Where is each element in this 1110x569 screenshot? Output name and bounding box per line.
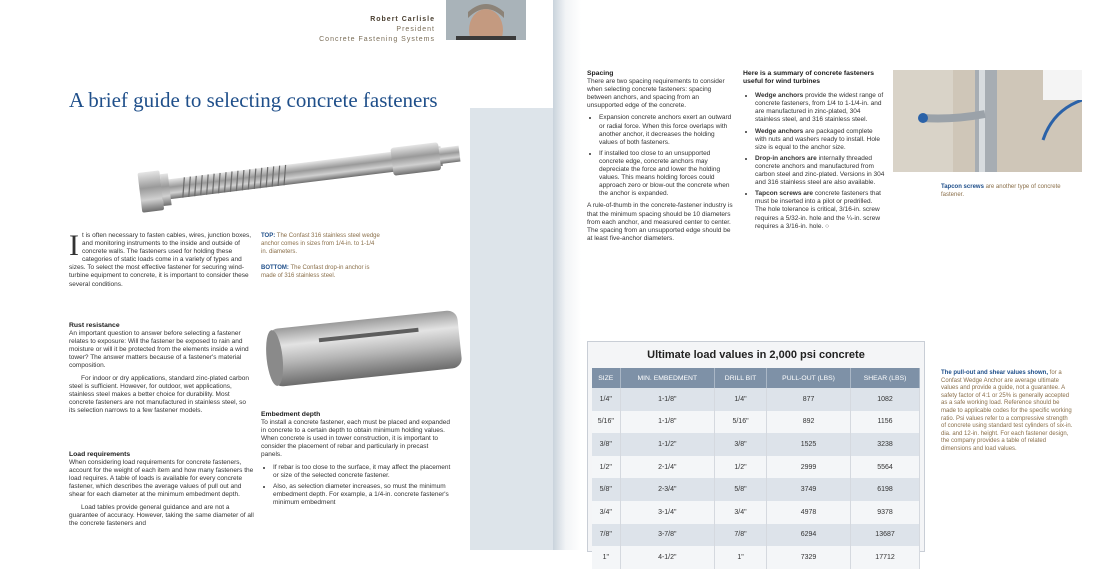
drop-cap: I <box>69 229 79 262</box>
table-caption <box>941 370 1073 454</box>
intro-text: t is often necessary to fasten cables, wires, junction boxes, and monitoring instruments to the inside and outside of concrete walls. The fasteners used for holding these categories of static loads come in a variety of types and sizes. To select the most effective fastener for securing wind-turbine equipment to concrete, it is important to consider these several conditions. <box>69 232 252 288</box>
list-item: • Tapcon screws are concrete fasteners that must be inserted into a pilot or predrilled. The hole tolerance is critical, 3/16-in. screw requires a 5/32-in. hole and the ¼-in. screw requires a 3/16-in. hole. ○ <box>755 190 885 230</box>
embedment-section <box>261 411 451 511</box>
rust-heading: Rust resistance <box>69 322 120 329</box>
load-paragraph-1: When considering load requirements for concrete fasteners, account for the weight of each item and how many fasteners the load requires. A table of loads is available for every concrete fastener, which describes the average values of pull out and shear for each diameter at the minimum embedment depth. <box>69 459 254 499</box>
photo-caption <box>941 184 1061 199</box>
table-header: PULL-OUT (LBS) <box>767 368 851 388</box>
table-row: 1/2" 2-1/4" 1/2" 2999 5564 <box>592 456 920 479</box>
table-header: DRILL BIT <box>715 368 767 388</box>
spacing-heading: Spacing <box>587 70 614 77</box>
list-item: • Expansion concrete anchors exert an outward or radial force. When this force overlaps with another anchor, it decreases the holding values of both fasteners. <box>599 114 735 146</box>
author-role: President <box>396 26 435 33</box>
table-row: 5/16" 1-1/8" 5/16" 892 1156 <box>592 411 920 434</box>
table-header-row <box>592 368 920 388</box>
intro-paragraph <box>69 229 254 289</box>
rust-section <box>69 322 254 419</box>
load-heading: Load requirements <box>69 451 131 458</box>
author-name: Robert Carlisle <box>370 16 435 23</box>
wedge-anchor-image <box>125 130 495 220</box>
table-row: 1/4" 1-1/8" 1/4" 877 1082 <box>592 388 920 411</box>
list-item: • Wedge anchors provide the widest range of concrete fasteners, from 1/4 to 1-1/4-in. and are manufactured in zinc-plated, 304 stainless steel, and 316 stainless steel. <box>755 92 885 124</box>
list-item: • Wedge anchors are packaged complete with nuts and washers ready to install. Hole size is equal to the anchor size. <box>755 128 885 152</box>
photo-caption-text: are another type of concrete fastener. <box>941 184 1061 198</box>
spacing-bullets <box>587 114 735 198</box>
table-row: 3/8" 1-1/2" 3/8" 1525 3238 <box>592 433 920 456</box>
rust-paragraph-2: For indoor or dry applications, standard zinc-plated carbon steel is sufficient. However, for outdoor, wet applications, stainless steel makes a better choice for durability. Most concrete fasteners are not manufactured in stainless steel, so its selection narrows to a few fastener models. <box>69 374 250 414</box>
article-title: A brief guide to selecting concrete fasteners <box>69 88 438 112</box>
list-item: • Also, as selection diameter increases, so must the minimum embedment depth. For example, a 1/4-in. concrete fastener's minimum embedment <box>273 483 451 507</box>
embedment-heading: Embedment depth <box>261 411 321 418</box>
rust-paragraph-1: An important question to answer before selecting a fastener relates to exposure: Will the fastener be exposed to rain and moisture or will it be protected from the elements inside a wind tower? The answer matters because of a fastener's material composition. <box>69 330 249 370</box>
author-company: Concrete Fastening Systems <box>319 36 435 43</box>
spacing-section <box>587 70 735 247</box>
caption-bottom <box>261 264 381 280</box>
drop-in-anchor-image <box>260 290 465 405</box>
list-item: • Drop-in anchors are internally threaded concrete anchors and manufactured from carbon steel and zinc-plated. Versions in 304 and 316 stainless steel are also available. <box>755 155 885 187</box>
caption-bottom-label: BOTTOM: <box>261 265 289 271</box>
table-header: SHEAR (LBS) <box>851 368 920 388</box>
caption-top-text: The Confast 316 stainless steel wedge anchor comes in sizes from 1/4-in. to 1-1/4 in. diameters. <box>261 233 380 255</box>
spacing-paragraph-2: A rule-of-thumb in the concrete-fastener industry is that the minimum spacing should be 10 diameters from each anchor, and measured center to center. The spacing from an unsupported edge should be at least five-anchor diameters. <box>587 202 733 242</box>
table-title: Ultimate load values in 2,000 psi concrete <box>647 349 865 361</box>
caption-top <box>261 232 381 256</box>
list-item: • If installed too close to an unsupported concrete edge, concrete anchors may depreciate the force and lower the holding values. This means holding forces could approach zero or blow-out the concrete when the anchor is expanded. <box>599 150 735 199</box>
photo-caption-label: Tapcon screws <box>941 184 984 190</box>
summary-section <box>743 70 885 235</box>
summary-list <box>743 92 885 231</box>
author-portrait <box>446 0 526 40</box>
load-paragraph-2: Load tables provide general guidance and are not a guarantee of accuracy. However, taking the same diameter of all the concrete fasteners and <box>69 503 254 527</box>
table-caption-text: for a Confast Wedge Anchor are average ultimate values and provide a guide, not a guarantee. A safety factor of 4:1 or 25% is generally accepted as a safe working load. Reference should be made to applicable codes for the specific working ratio. Psi values refer to a compressive strength of concrete using standard test cylinders of six-in. dia. and 12-in. height. For each fastener design, the company provides a table of related dimensions and load values. <box>941 370 1073 452</box>
table-row: 5/8" 2-3/4" 5/8" 3749 6198 <box>592 478 920 501</box>
embedment-bullets <box>261 464 451 507</box>
table-header: MIN. EMBEDMENT <box>620 368 714 388</box>
tapcon-screw-photo <box>893 70 1082 172</box>
table-header: SIZE <box>592 368 620 388</box>
summary-heading: Here is a summary of concrete fasteners useful for wind turbines <box>743 70 875 86</box>
author-block <box>319 15 435 45</box>
page-gutter <box>553 0 581 550</box>
embedment-paragraph: To install a concrete fastener, each must be placed and expanded in concrete to a certain depth to obtain minimum holding values. When concrete is used in tower construction, it is important to consider the placement of rebar and particularly in precast panels. <box>261 419 450 459</box>
caption-top-label: TOP: <box>261 233 276 239</box>
table-row: 7/8" 3-7/8" 7/8" 6294 13687 <box>592 524 920 547</box>
table-row: 3/4" 3-1/4" 3/4" 4978 9378 <box>592 501 920 524</box>
spacing-paragraph-1: There are two spacing requirements to consider when selecting concrete fasteners: spacing between anchors, and spacing from an unsupported edge of the concrete. <box>587 78 725 110</box>
table-caption-label: The pull-out and shear values shown, <box>941 370 1049 376</box>
load-section <box>69 451 254 532</box>
table-row: 1" 4-1/2" 1" 7329 17712 <box>592 546 920 569</box>
caption-bottom-text: The Confast drop-in anchor is made of 316 stainless steel. <box>261 265 370 279</box>
list-item: • If rebar is too close to the surface, it may affect the placement or size of the selected concrete fastener. <box>273 464 451 480</box>
load-values-table <box>587 341 925 561</box>
